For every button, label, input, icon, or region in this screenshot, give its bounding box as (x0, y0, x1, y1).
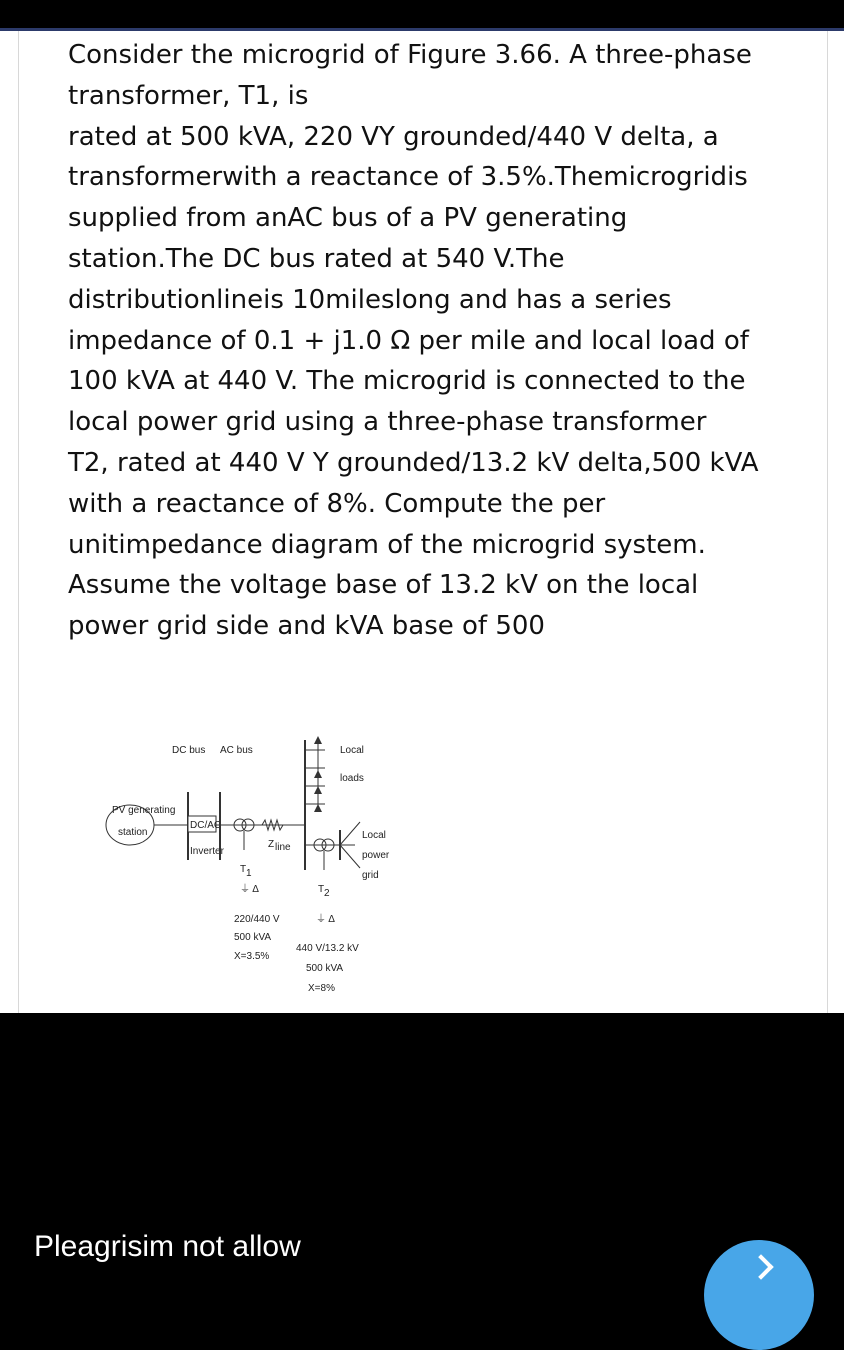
question-text (68, 35, 808, 647)
dcac-label: DC/AC (190, 820, 222, 831)
footer-note: Pleagrisim not allow (34, 1230, 301, 1263)
load-arrow (314, 804, 322, 812)
question-line: power grid side and kVA base of 500 (68, 611, 545, 642)
question-line: 100 kVA at 440 V. The microgrid is connected to the (68, 366, 746, 397)
microgrid-figure (100, 700, 400, 1010)
load-arrow (314, 786, 322, 794)
question-line: transformerwith a reactance of 3.5%.Themicrogridis (68, 162, 748, 193)
inverter-label: Inverter (190, 846, 224, 857)
t2-rating: X=8% (308, 983, 335, 994)
question-line: rated at 500 kVA, 220 VY grounded/440 V delta, a (68, 121, 719, 152)
t1-symbol: ⏚ Δ (240, 884, 259, 895)
status-bar (0, 0, 844, 28)
question-line: distributionlineis 10mileslong and has a series (68, 284, 672, 315)
t1-rating: 500 kVA (234, 932, 272, 943)
load-arrow (314, 736, 322, 744)
t2-rating: 500 kVA (306, 963, 344, 974)
z-line-label: Z (268, 839, 275, 850)
chevron-up-icon (748, 1254, 773, 1279)
load-arrow (314, 770, 322, 778)
grid-label: power (362, 850, 390, 861)
t2-symbol: ⏚ Δ (316, 914, 335, 925)
card-right-border (827, 31, 828, 1013)
grid-label: grid (362, 870, 379, 881)
t1-label: T (240, 864, 247, 875)
t2-label: T (318, 884, 325, 895)
question-line: unitimpedance diagram of the microgrid system. (68, 529, 706, 560)
t1-rating: 220/440 V (234, 914, 280, 925)
question-line: Assume the voltage base of 13.2 kV on the local (68, 570, 699, 601)
local-loads-label: loads (340, 773, 364, 784)
question-line: impedance of 0.1 + j1.0 Ω per mile and local load of (68, 325, 749, 356)
grid-label: Local (362, 830, 386, 841)
t1-rating: X=3.5% (234, 951, 270, 962)
t1-subscript: 1 (246, 868, 252, 879)
pv-station-label: PV generating (112, 805, 176, 816)
t2-subscript: 2 (324, 888, 330, 899)
question-line: supplied from anAC bus of a PV generating (68, 203, 628, 234)
local-loads-label: Local (340, 745, 364, 756)
t2-rating: 440 V/13.2 kV (296, 943, 359, 954)
question-line: Consider the microgrid of Figure 3.66. A three-phase (68, 40, 752, 70)
microgrid-diagram (100, 700, 400, 1010)
card-left-border (18, 31, 19, 1013)
pv-station-label: station (118, 827, 148, 838)
question-line: T2, rated at 440 V Y grounded/13.2 kV delta,500 kVA (68, 447, 759, 478)
ac-bus-label: AC bus (220, 745, 253, 756)
dc-bus-label: DC bus (172, 745, 206, 756)
question-line: with a reactance of 8%. Compute the per (68, 488, 606, 519)
z-line-subscript: line (275, 842, 291, 853)
question-line: station.The DC bus rated at 540 V.The (68, 243, 565, 274)
question-line: local power grid using a three-phase transformer (68, 407, 707, 438)
question-line: transformer, T1, is (68, 80, 309, 111)
scroll-up-button[interactable] (704, 1240, 814, 1350)
